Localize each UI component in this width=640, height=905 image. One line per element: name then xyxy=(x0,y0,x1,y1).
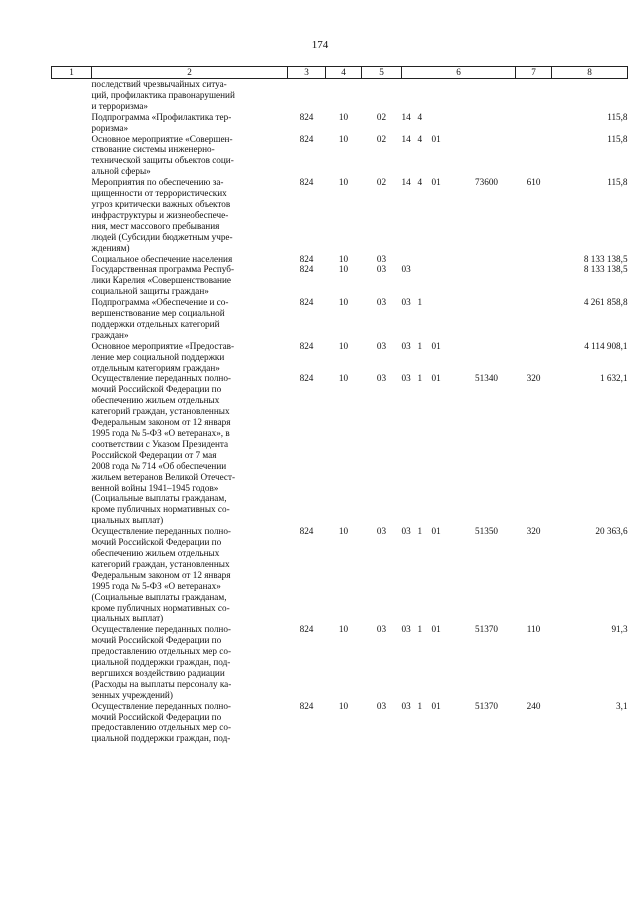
cell-section: 10 xyxy=(338,111,349,122)
column-header: 8 xyxy=(552,67,628,79)
cell-target-direction: 51370 xyxy=(475,624,498,635)
cell-section: 10 xyxy=(338,264,349,275)
cell-expense-type xyxy=(516,297,552,341)
budget-table xyxy=(51,66,628,744)
cell-ministry-code: 824 xyxy=(299,297,314,308)
cell-expense-type: 320 xyxy=(526,373,541,384)
cell-ministry-code xyxy=(288,79,326,112)
table-row xyxy=(52,264,628,297)
cell-expense-type xyxy=(516,79,552,112)
cell-expense-type xyxy=(516,254,552,265)
cell-expense-type xyxy=(516,134,552,178)
cell-expense-type: 320 xyxy=(526,526,541,537)
cell-name: последствий чрезвычайных ситуа- ций, профилактика правонарушений и терроризма» xyxy=(91,79,235,111)
cell-target-subprogram: 1 xyxy=(417,624,423,635)
cell-name: Осуществление переданных полно- мочий Российской Федерации по обеспечению жильем отдельных категорий граждан, установленных Федеральным законом от 12 января 1995 года № 5-ФЗ «О ветеранах» (Социальные выплаты гражданам, кроме публичных нормативных со- циальных выплат) xyxy=(91,526,231,624)
cell-target-subprogram: 4 xyxy=(417,133,423,144)
cell-expense-type xyxy=(516,264,552,297)
column-header: 4 xyxy=(326,67,362,79)
cell-target-direction: 51350 xyxy=(475,526,498,537)
cell-target-program: 14 xyxy=(401,133,411,144)
cell-target-direction xyxy=(458,254,516,265)
cell-ministry-code: 824 xyxy=(299,526,314,537)
cell-target-subprogram: 1 xyxy=(417,700,423,711)
cell-name: Подпрограмма «Профилактика тер- роризма» xyxy=(91,111,232,133)
cell-amount: 4 114 908,1 xyxy=(584,340,628,351)
cell-ministry-code: 824 xyxy=(299,133,314,144)
table-row xyxy=(52,701,628,745)
cell-target-program: 03 xyxy=(401,340,411,351)
cell-ministry-code: 824 xyxy=(299,373,314,384)
cell-col1 xyxy=(52,177,92,253)
cell-target-activity: 01 xyxy=(431,177,441,188)
cell-col1 xyxy=(52,112,92,134)
cell-section: 10 xyxy=(338,177,349,188)
cell-target-subprogram xyxy=(418,79,432,112)
cell-target-activity xyxy=(432,264,458,297)
cell-section: 10 xyxy=(338,624,349,635)
cell-amount: 115,8 xyxy=(607,177,628,188)
cell-expense-type: 110 xyxy=(526,624,541,635)
cell-amount: 8 133 138,5 xyxy=(583,253,628,264)
cell-expense-type: 240 xyxy=(526,700,541,711)
cell-amount: 3,1 xyxy=(616,700,628,711)
cell-subsection: 03 xyxy=(376,297,387,308)
cell-section: 10 xyxy=(338,133,349,144)
cell-target-subprogram: 1 xyxy=(417,297,423,308)
cell-subsection: 03 xyxy=(376,253,387,264)
cell-target-program xyxy=(402,254,418,265)
cell-target-direction xyxy=(458,297,516,341)
cell-subsection: 03 xyxy=(376,526,387,537)
cell-target-direction: 51340 xyxy=(475,373,498,384)
cell-target-direction xyxy=(458,112,516,134)
cell-target-program xyxy=(402,79,418,112)
cell-name: Государственная программа Респуб- лики Карелия «Совершенствование социальной защиты граждан» xyxy=(91,264,235,297)
cell-amount: 4 261 858,8 xyxy=(583,297,628,308)
cell-amount: 115,8 xyxy=(607,111,628,122)
cell-col1 xyxy=(52,624,92,700)
cell-amount: 8 133 138,5 xyxy=(583,264,628,275)
cell-name: Основное мероприятие «Предостав- ление мер социальной поддержки отдельным категориям граждан» xyxy=(91,340,235,373)
cell-target-activity: 01 xyxy=(431,700,441,711)
column-header: 7 xyxy=(516,67,552,79)
cell-target-subprogram: 1 xyxy=(417,373,423,384)
cell-target-program: 14 xyxy=(401,177,411,188)
table-row xyxy=(52,624,628,700)
cell-target-program: 14 xyxy=(401,111,411,122)
cell-ministry-code: 824 xyxy=(299,700,314,711)
cell-name: Социальное обеспечение населения xyxy=(91,253,233,264)
cell-target-direction xyxy=(458,79,516,112)
cell-name: Осуществление переданных полно- мочий Российской Федерации по предоставлению отдельных мер со- циальной поддержки граждан, под- вергшихся воздействию радиации (Расходы на выплаты персоналу ка- зенных учреждений) xyxy=(91,624,232,700)
cell-expense-type: 610 xyxy=(526,177,541,188)
cell-name: Подпрограмма «Обеспечение и со- вершенствование мер социальной поддержки отдельных категорий граждан» xyxy=(91,297,229,340)
cell-ministry-code: 824 xyxy=(299,264,314,275)
cell-target-direction: 73600 xyxy=(475,177,498,188)
column-header: 3 xyxy=(288,67,326,79)
cell-name: Осуществление переданных полно- мочий Российской Федерации по предоставлению отдельных мер со- циальной поддержки граждан, под- xyxy=(91,700,232,744)
cell-target-subprogram: 4 xyxy=(417,177,423,188)
cell-section: 10 xyxy=(338,340,349,351)
cell-target-activity: 01 xyxy=(431,133,441,144)
table-row xyxy=(52,79,628,112)
cell-col1 xyxy=(52,701,92,745)
table-row xyxy=(52,526,628,624)
table-row xyxy=(52,297,628,341)
cell-target-direction xyxy=(458,134,516,178)
table-row xyxy=(52,373,628,526)
cell-target-subprogram xyxy=(418,254,432,265)
page-number: 174 xyxy=(311,39,329,51)
cell-amount: 20 363,6 xyxy=(595,526,628,537)
cell-subsection: 03 xyxy=(376,340,387,351)
cell-target-program: 03 xyxy=(401,624,411,635)
cell-subsection: 03 xyxy=(376,373,387,384)
cell-section: 10 xyxy=(338,700,349,711)
cell-amount xyxy=(552,79,628,112)
cell-col1 xyxy=(52,134,92,178)
cell-ministry-code: 824 xyxy=(299,253,314,264)
cell-target-activity: 01 xyxy=(431,373,441,384)
cell-amount: 115,8 xyxy=(607,133,628,144)
cell-target-program: 03 xyxy=(401,700,411,711)
cell-subsection xyxy=(362,79,402,112)
cell-col1 xyxy=(52,526,92,624)
cell-target-program: 03 xyxy=(401,373,411,384)
table-body xyxy=(52,79,628,745)
column-header: 2 xyxy=(92,67,288,79)
cell-section xyxy=(326,79,362,112)
cell-col1 xyxy=(52,264,92,297)
cell-target-program: 03 xyxy=(401,264,411,275)
cell-target-activity: 01 xyxy=(431,526,441,537)
cell-target-direction xyxy=(458,264,516,297)
cell-col1 xyxy=(52,297,92,341)
cell-target-activity xyxy=(432,79,458,112)
cell-section: 10 xyxy=(338,253,349,264)
cell-subsection: 02 xyxy=(376,133,387,144)
cell-section: 10 xyxy=(338,297,349,308)
cell-subsection: 02 xyxy=(376,111,387,122)
cell-col1 xyxy=(52,79,92,112)
cell-target-activity: 01 xyxy=(431,624,441,635)
cell-col1 xyxy=(52,341,92,374)
cell-target-program: 03 xyxy=(401,297,411,308)
table-row xyxy=(52,112,628,134)
cell-section: 10 xyxy=(338,526,349,537)
table-header-row xyxy=(52,67,628,79)
cell-target-activity xyxy=(432,297,458,341)
cell-subsection: 03 xyxy=(376,700,387,711)
column-header: 1 xyxy=(52,67,92,79)
cell-target-activity: 01 xyxy=(431,340,441,351)
cell-subsection: 03 xyxy=(376,264,387,275)
cell-ministry-code: 824 xyxy=(299,340,314,351)
cell-name: Мероприятия по обеспечению за- щищенности от террористических угроз критически важных объектов инфраструктуры и жизнеобеспече- ния, мест массового пребывания людей (Субсидии бюджетным учре- ждениям) xyxy=(91,177,233,253)
cell-expense-type xyxy=(516,341,552,374)
cell-amount: 1 632,1 xyxy=(599,373,628,384)
cell-col1 xyxy=(52,254,92,265)
cell-name: Основное мероприятие «Совершен- ствование системы инженерно- технической защиты объектов соци- альной сферы» xyxy=(91,133,234,177)
cell-target-direction xyxy=(458,341,516,374)
cell-amount: 91,3 xyxy=(611,624,628,635)
table-row xyxy=(52,341,628,374)
cell-name: Осуществление переданных полно- мочий Российской Федерации по обеспечению жильем отдельных категорий граждан, установленных Федеральным законом от 12 января 1995 года № 5-ФЗ «О ветеранах», в соответствии с Указом Президента Российской Федерации от 7 мая 2008 года № 714 «Об обеспечении жильем ветеранов Великой Отечест- венной войны 1941–1945 годов» (Социальные выплаты гражданам, кроме публичных нормативных со- циальных выплат) xyxy=(91,373,236,526)
table-row xyxy=(52,254,628,265)
column-header: 6 xyxy=(402,67,516,79)
cell-target-subprogram: 4 xyxy=(417,111,423,122)
cell-ministry-code: 824 xyxy=(299,111,314,122)
cell-col1 xyxy=(52,373,92,526)
cell-subsection: 03 xyxy=(376,624,387,635)
cell-ministry-code: 824 xyxy=(299,624,314,635)
cell-expense-type xyxy=(516,112,552,134)
cell-target-direction: 51370 xyxy=(475,700,498,711)
cell-section: 10 xyxy=(338,373,349,384)
table-row xyxy=(52,134,628,178)
cell-target-activity xyxy=(432,112,458,134)
cell-subsection: 02 xyxy=(376,177,387,188)
table-row xyxy=(52,177,628,253)
cell-target-program: 03 xyxy=(401,526,411,537)
cell-target-subprogram xyxy=(418,264,432,297)
cell-ministry-code: 824 xyxy=(299,177,314,188)
cell-target-activity xyxy=(432,254,458,265)
cell-target-subprogram: 1 xyxy=(417,526,423,537)
column-header: 5 xyxy=(362,67,402,79)
cell-target-subprogram: 1 xyxy=(417,340,423,351)
